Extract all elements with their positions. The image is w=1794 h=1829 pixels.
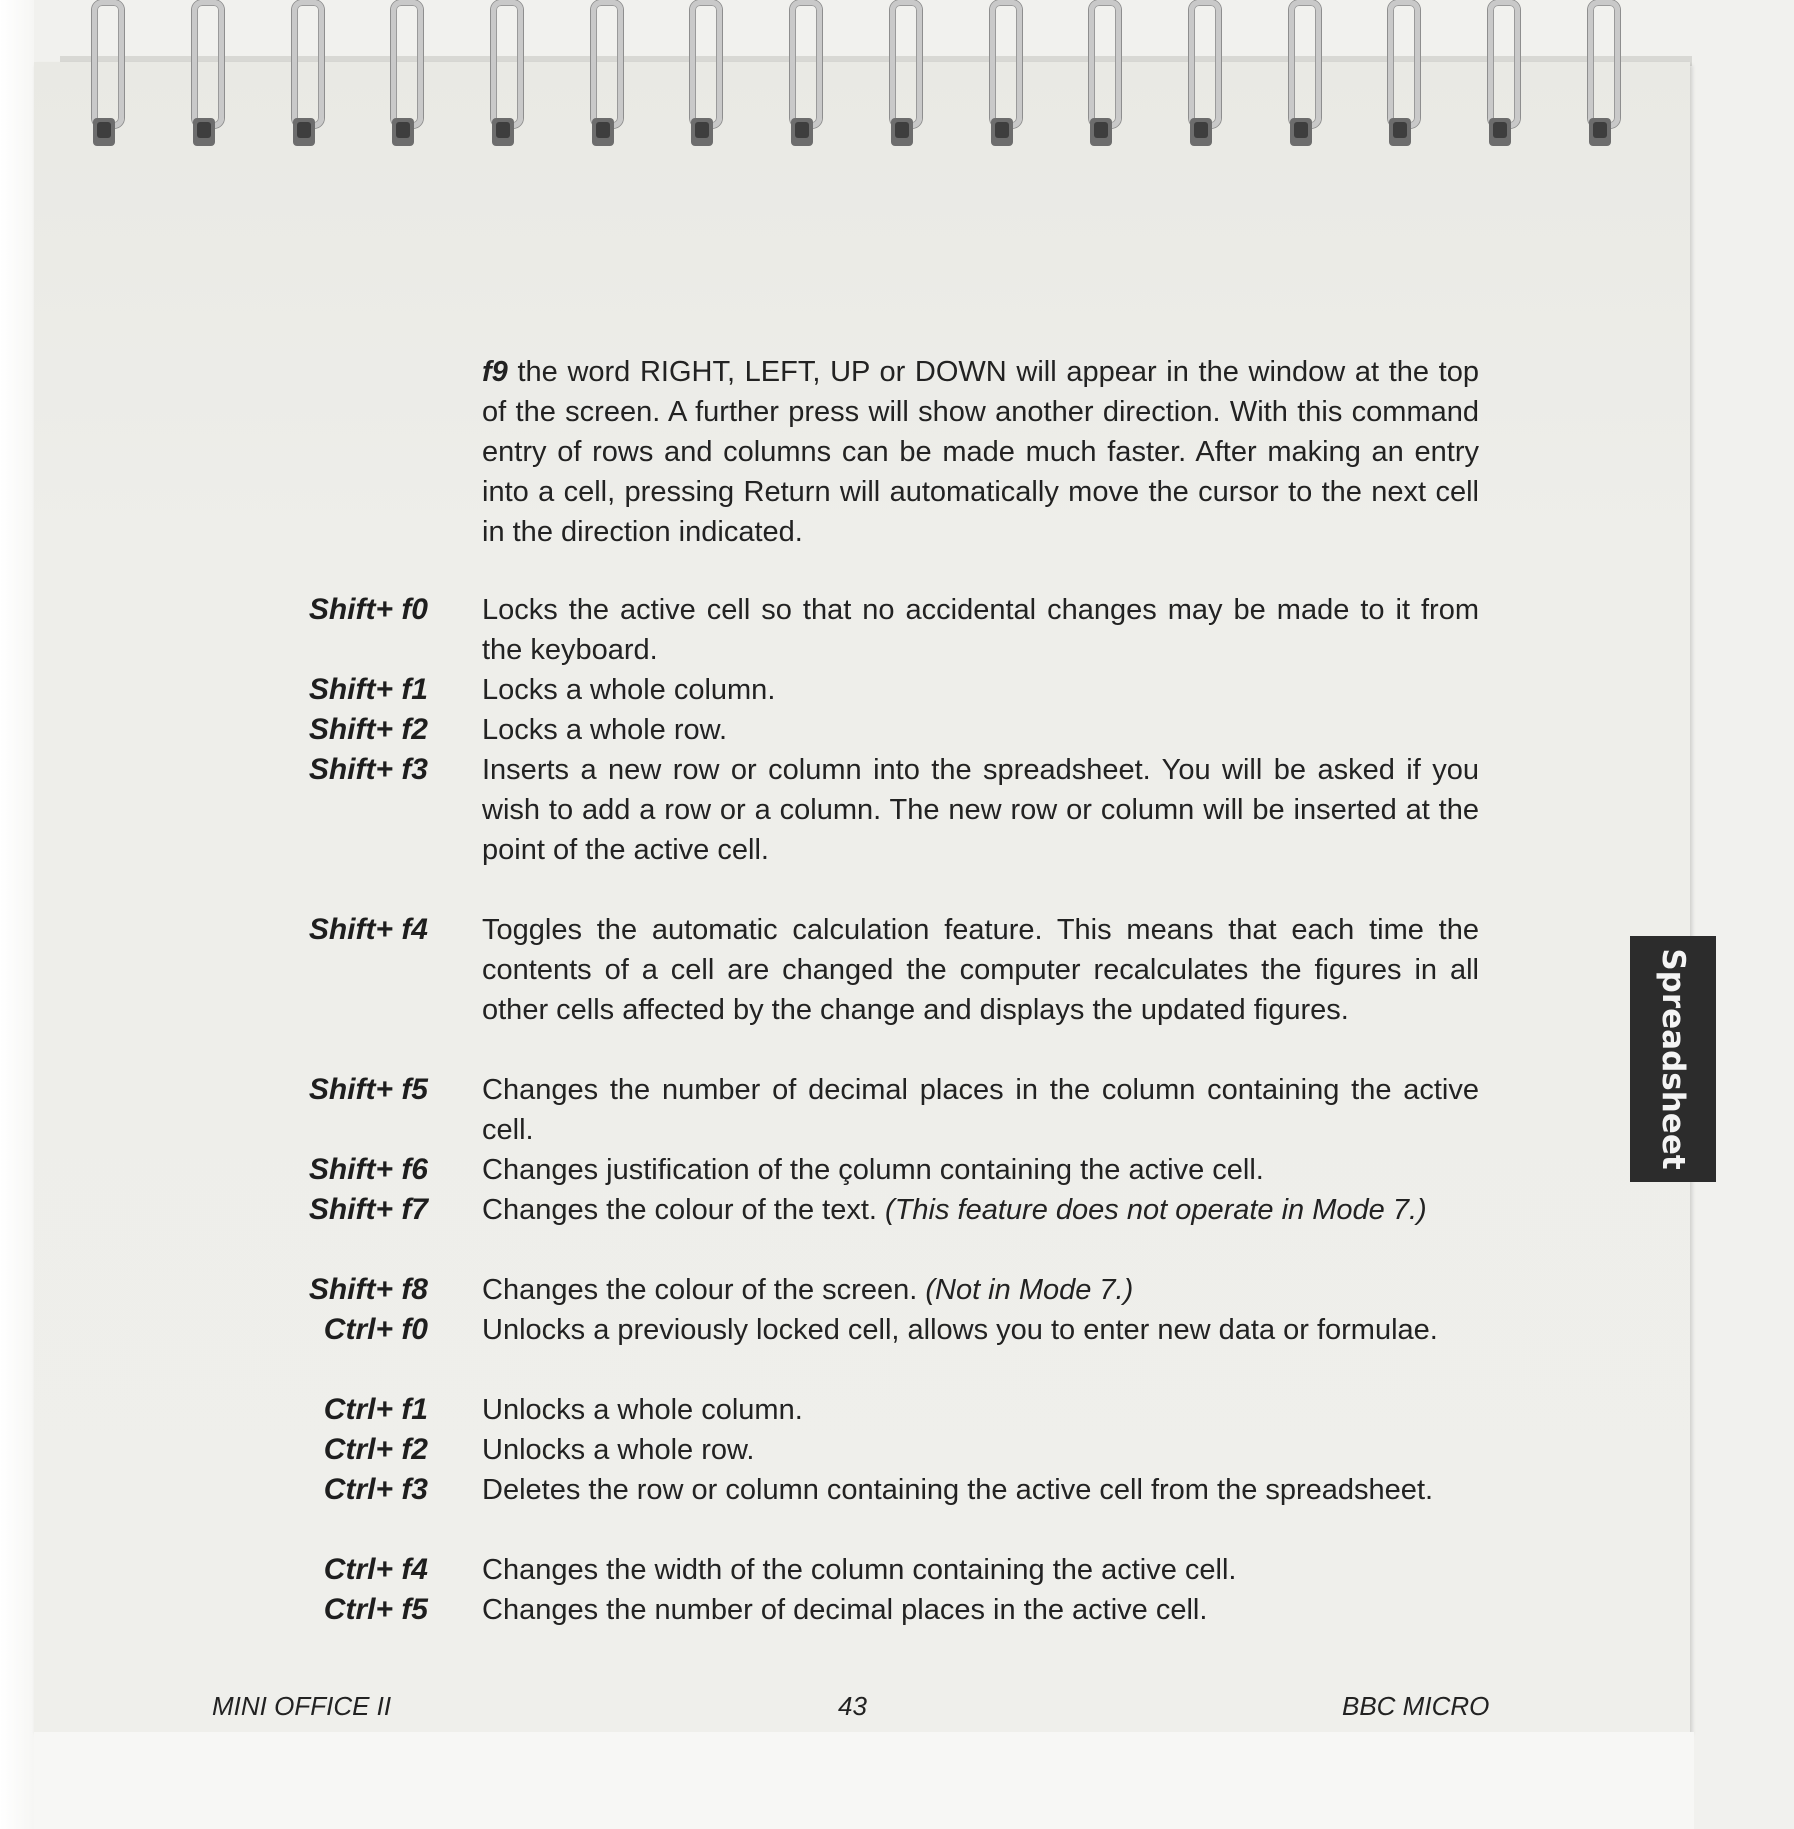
entry-key: Shift+ f2 xyxy=(308,713,428,746)
binding-ring xyxy=(784,0,818,150)
entry-description: Unlocks a whole row. xyxy=(482,1434,755,1466)
manual-page xyxy=(34,62,1690,1732)
binding-ring xyxy=(485,0,519,150)
binding-ring xyxy=(1382,0,1416,150)
section-tab xyxy=(1630,936,1716,1182)
entry-key: Ctrl+ f2 xyxy=(323,1433,428,1466)
entry-key: Shift+ f5 xyxy=(308,1073,428,1106)
entry-description: Locks a whole row. xyxy=(482,714,728,746)
bottom-margin xyxy=(34,1732,1694,1829)
entry-key: Shift+ f7 xyxy=(308,1193,428,1226)
entry-description: Changes justification of the çolumn containing the active cell. xyxy=(482,1154,1264,1186)
entry-key: Shift+ f0 xyxy=(308,593,428,626)
entry-key: Shift+ f3 xyxy=(308,753,428,786)
entry-description: Changes the colour of the text. (This feature does not operate in Mode 7.) xyxy=(482,1194,1427,1226)
entry-description: Toggles the automatic calculation feature. This means that each time the contents of a cell are changed the computer recalculates the figures in all other cells affected by the change and displays the updated figures. xyxy=(482,914,1479,1026)
binding-ring xyxy=(186,0,220,150)
binding-ring xyxy=(1283,0,1317,150)
entry-key: Shift+ f4 xyxy=(308,913,428,946)
entry-description: Inserts a new row or column into the spreadsheet. You will be asked if you wish to add a row or a column. The new row or column will be inserted at the point of the active cell. xyxy=(482,754,1479,866)
entry-description: Locks a whole column. xyxy=(482,674,776,706)
binding-ring xyxy=(684,0,718,150)
page-number: 43 xyxy=(838,1691,867,1721)
binding-ring xyxy=(385,0,419,150)
entry-description: Changes the width of the column containing the active cell. xyxy=(482,1554,1237,1586)
binding-ring xyxy=(286,0,320,150)
entry-key: Shift+ f8 xyxy=(308,1273,428,1306)
section-tab-label: Spreadsheet xyxy=(1655,948,1691,1170)
binding-ring xyxy=(1482,0,1516,150)
entry-description: Unlocks a whole column. xyxy=(482,1394,803,1426)
binding-ring xyxy=(984,0,1018,150)
entry-key: Ctrl+ f3 xyxy=(323,1473,428,1506)
entry-f9-key: f9 xyxy=(482,356,508,388)
footer-left: MINI OFFICE II xyxy=(212,1691,392,1721)
background xyxy=(0,0,34,1829)
entry-description: Changes the number of decimal places in the column containing the active cell. xyxy=(482,1074,1479,1146)
binding-ring xyxy=(1582,0,1616,150)
entry-description: Deletes the row or column containing the active cell from the spreadsheet. xyxy=(482,1474,1434,1506)
footer-right: BBC MICRO xyxy=(1342,1691,1490,1721)
entry-key: Ctrl+ f0 xyxy=(323,1313,428,1346)
binding-ring xyxy=(86,0,120,150)
entry-f9-description: f9 the word RIGHT, LEFT, UP or DOWN will appear in the window at the top of the screen. A further press will show another direction. With this command entry of rows and columns can be made much faster. After making an entry into a cell, pressing Return will automatically move the cursor to the next cell in the direction indicated. xyxy=(482,356,1479,548)
entry-description: Locks the active cell so that no accidental changes may be made to it from the keyboard. xyxy=(482,594,1479,666)
binding-ring xyxy=(884,0,918,150)
entry-note: (This feature does not operate in Mode 7.) xyxy=(885,1194,1427,1226)
entry-key: Ctrl+ f5 xyxy=(323,1593,428,1626)
binding-ring xyxy=(1083,0,1117,150)
entry-key: Shift+ f1 xyxy=(308,673,428,706)
entry-description: Changes the number of decimal places in the active cell. xyxy=(482,1594,1208,1626)
binding-ring xyxy=(585,0,619,150)
entry-key: Ctrl+ f1 xyxy=(323,1393,428,1426)
entry-key: Ctrl+ f4 xyxy=(323,1553,428,1586)
entry-description: Unlocks a previously locked cell, allows you to enter new data or formulae. xyxy=(482,1314,1438,1346)
entry-description: Changes the colour of the screen. (Not in Mode 7.) xyxy=(482,1274,1134,1306)
entry-note: (Not in Mode 7.) xyxy=(925,1274,1134,1306)
binding-ring xyxy=(1183,0,1217,150)
entry-key: Shift+ f6 xyxy=(308,1153,428,1186)
